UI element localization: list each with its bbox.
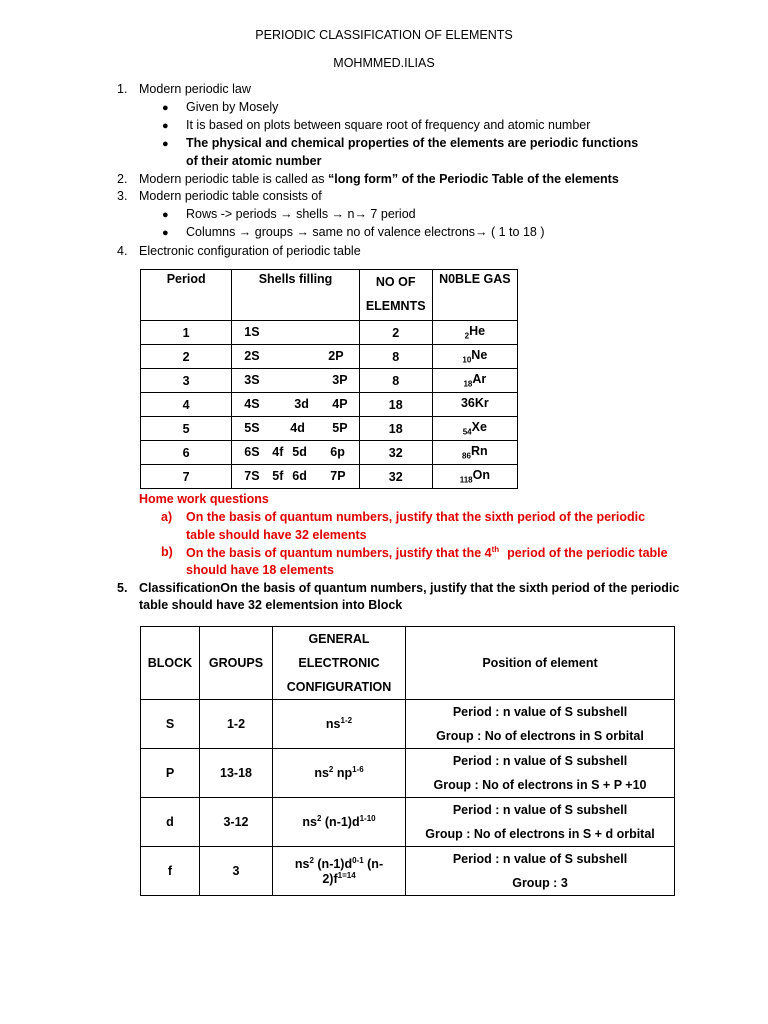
header-groups: GROUPS <box>200 627 273 700</box>
cell-count: 32 <box>359 441 432 465</box>
shell-s: 1S <box>244 325 260 339</box>
shell-s: 2S <box>244 349 260 363</box>
cell-groups: 3-12 <box>200 798 273 847</box>
cell-position <box>406 847 675 896</box>
homework-question-b-continued: should have 18 elements <box>186 563 334 577</box>
header-position: Position of element <box>406 627 675 700</box>
config-part: ns <box>302 815 317 830</box>
cell-gas <box>432 441 517 465</box>
cell-period: 2 <box>141 345 232 369</box>
cell-block: S <box>141 700 200 749</box>
config-part: ns <box>294 857 310 871</box>
shell-p: 5P <box>332 421 348 435</box>
cell-gas <box>432 345 517 369</box>
cell-block: f <box>141 847 200 896</box>
page-title: PERIODIC CLASSIFICATION OF ELEMENTS <box>255 28 513 42</box>
table-row <box>141 441 518 465</box>
header-line: ELEMNTS <box>365 299 426 313</box>
list-item-text-continued: table should have 32 elementsion into Block <box>139 598 403 612</box>
shell-p: 4P <box>332 397 348 411</box>
superscript: 1-10 <box>359 814 376 824</box>
table-row <box>141 700 675 749</box>
superscript: 1-6 <box>352 765 364 775</box>
header-shells: Shells filling <box>232 270 359 321</box>
list-item-text: ClassificationOn the basis of quantum numbers, justify that the sixth period of the periodic <box>139 581 680 595</box>
cell-count: 18 <box>359 393 432 417</box>
gas-symbol: On <box>472 468 490 483</box>
table-row <box>141 345 518 369</box>
block-table <box>140 626 675 896</box>
cell-period: 3 <box>141 369 232 393</box>
gas-symbol: Xe <box>471 420 487 435</box>
superscript: 2 <box>328 765 334 775</box>
header-line: CONFIGURATION <box>286 680 392 694</box>
header-block: BLOCK <box>141 627 200 700</box>
bullet-text: Given by Mosely <box>186 100 279 114</box>
cell-groups: 13-18 <box>200 749 273 798</box>
header-line: GENERAL ELECTRONIC <box>298 632 380 670</box>
list-number: 2. <box>117 172 128 186</box>
cell-shells <box>232 345 359 369</box>
table-header-row <box>141 270 518 321</box>
table-row <box>141 847 675 896</box>
cell-position <box>406 798 675 847</box>
homework-question-a: On the basis of quantum numbers, justify that the sixth period of the periodic <box>186 510 646 524</box>
position-line: Period : n value of S subshell <box>452 754 628 768</box>
cell-count: 2 <box>359 321 432 345</box>
cell-shells <box>232 321 359 345</box>
superscript: th <box>491 545 500 554</box>
position-line: Period : n value of S subshell <box>452 852 628 866</box>
cell-configuration <box>273 700 406 749</box>
list-item-text: Modern periodic table consists of <box>139 189 322 203</box>
cell-gas <box>432 465 517 489</box>
bullet-icon: ● <box>162 102 169 114</box>
cell-groups: 1-2 <box>200 700 273 749</box>
shell-f: 4f <box>272 445 284 459</box>
bullet-text-continued: of their atomic number <box>186 154 322 168</box>
cell-shells <box>232 465 359 489</box>
table-row <box>141 798 675 847</box>
gas-symbol: 36Kr <box>460 396 489 411</box>
cell-count: 32 <box>359 465 432 489</box>
cell-position <box>406 700 675 749</box>
atomic-number: 2 <box>464 331 470 341</box>
cell-period: 7 <box>141 465 232 489</box>
text-part: On the basis of quantum numbers, justify that the 4 <box>186 546 492 561</box>
config-part: np <box>333 766 353 781</box>
position-line: Period : n value of S subshell <box>452 803 628 817</box>
shell-p: 6p <box>330 445 345 459</box>
shell-p: 2P <box>328 349 344 363</box>
cell-period: 5 <box>141 417 232 441</box>
atomic-number: 86 <box>462 451 471 461</box>
list-item-text <box>139 172 619 186</box>
bullet-icon: ● <box>162 138 169 150</box>
list-number: 5. <box>117 581 128 595</box>
bullet-text: The physical and chemical properties of the elements are periodic functions <box>186 136 639 150</box>
cell-gas <box>432 369 517 393</box>
homework-question-a-continued: table should have 32 elements <box>186 528 367 542</box>
header-no-of-elements <box>359 270 432 321</box>
position-line: Group : No of electrons in S + P +10 <box>433 778 647 792</box>
shell-d: 3d <box>294 397 309 411</box>
table-row <box>141 393 518 417</box>
shell-f: 5f <box>272 469 284 483</box>
header-configuration <box>273 627 406 700</box>
shell-s: 5S <box>244 421 260 435</box>
table-row <box>141 321 518 345</box>
position-line: Group : No of electrons in S orbital <box>436 729 644 743</box>
atomic-number: 118 <box>459 475 473 485</box>
shell-d: 6d <box>292 469 307 483</box>
cell-period: 1 <box>141 321 232 345</box>
cell-period: 6 <box>141 441 232 465</box>
list-number: 3. <box>117 189 128 203</box>
cell-gas <box>432 417 517 441</box>
text-regular: Modern periodic table is called as <box>139 172 328 186</box>
superscript: 2 <box>309 855 314 865</box>
header-period: Period <box>141 270 232 321</box>
superscript: 1-2 <box>340 716 353 726</box>
list-number: 4. <box>117 244 128 258</box>
cell-shells <box>232 393 359 417</box>
shell-s: 3S <box>244 373 260 387</box>
table-row <box>141 749 675 798</box>
cell-shells <box>232 417 359 441</box>
gas-symbol: Ne <box>471 348 488 363</box>
superscript: 0-1 <box>352 855 364 865</box>
table-header-row <box>141 627 675 700</box>
cell-gas <box>432 393 517 417</box>
text-bold: “long form” of the Periodic Table of the elements <box>328 172 619 186</box>
gas-symbol: He <box>469 324 486 339</box>
homework-question-b <box>186 545 668 560</box>
cell-gas <box>432 321 517 345</box>
cell-count: 18 <box>359 417 432 441</box>
shell-s: 6S <box>244 445 260 459</box>
shell-d: 4d <box>290 421 305 435</box>
shell-p: 3P <box>332 373 348 387</box>
atomic-number: 18 <box>463 379 473 389</box>
bullet-icon: ● <box>162 227 169 239</box>
config-part: (n-2)f <box>322 857 384 887</box>
cell-configuration <box>273 798 406 847</box>
config-part: ns <box>314 766 329 781</box>
config-part: (n-1)d <box>313 857 353 871</box>
cell-period: 4 <box>141 393 232 417</box>
bullet-icon: ● <box>162 120 169 132</box>
position-line: Period : n value of S subshell <box>452 705 628 719</box>
config-part: (n-1)d <box>321 815 360 830</box>
cell-count: 8 <box>359 345 432 369</box>
homework-label-b: b) <box>161 545 173 559</box>
position-line: Group : No of electrons in S + d orbital <box>425 827 655 841</box>
author-name: MOHMMED.ILIAS <box>333 56 435 70</box>
bullet-icon: ● <box>162 209 169 221</box>
bullet-text: Columns → groups → same no of valence electrons→ ( 1 to 18 ) <box>186 225 545 239</box>
superscript: 2 <box>316 814 322 824</box>
shell-s: 4S <box>244 397 260 411</box>
list-number: 1. <box>117 82 128 96</box>
period-table <box>140 269 518 489</box>
config-part: ns <box>325 717 341 732</box>
gas-symbol: Rn <box>470 444 488 459</box>
bullet-text: It is based on plots between square root of frequency and atomic number <box>186 118 591 132</box>
gas-symbol: Ar <box>472 372 487 387</box>
table-row <box>141 417 518 441</box>
list-item-text: Electronic configuration of periodic table <box>139 244 361 258</box>
position-line: Group : 3 <box>512 876 568 890</box>
shell-s: 7S <box>244 469 260 483</box>
cell-block: P <box>141 749 200 798</box>
cell-count: 8 <box>359 369 432 393</box>
cell-configuration <box>273 749 406 798</box>
header-noble-gas: N0BLE GAS <box>432 270 517 321</box>
cell-shells <box>232 441 359 465</box>
table-row <box>141 465 518 489</box>
bullet-text: Rows -> periods → shells → n→ 7 period <box>186 207 416 221</box>
text-part: period of the periodic table <box>507 546 668 561</box>
atomic-number: 54 <box>462 427 472 437</box>
list-item-text: Modern periodic law <box>139 82 251 96</box>
homework-label-a: a) <box>161 510 173 524</box>
homework-heading: Home work questions <box>139 492 269 506</box>
shell-d: 5d <box>292 445 307 459</box>
cell-shells <box>232 369 359 393</box>
superscript: 1=14 <box>337 871 356 880</box>
cell-groups: 3 <box>200 847 273 896</box>
shell-p: 7P <box>330 469 346 483</box>
atomic-number: 10 <box>462 355 472 365</box>
cell-configuration <box>273 847 406 896</box>
cell-block: d <box>141 798 200 847</box>
cell-position <box>406 749 675 798</box>
header-line: NO OF <box>375 275 416 289</box>
table-row <box>141 369 518 393</box>
